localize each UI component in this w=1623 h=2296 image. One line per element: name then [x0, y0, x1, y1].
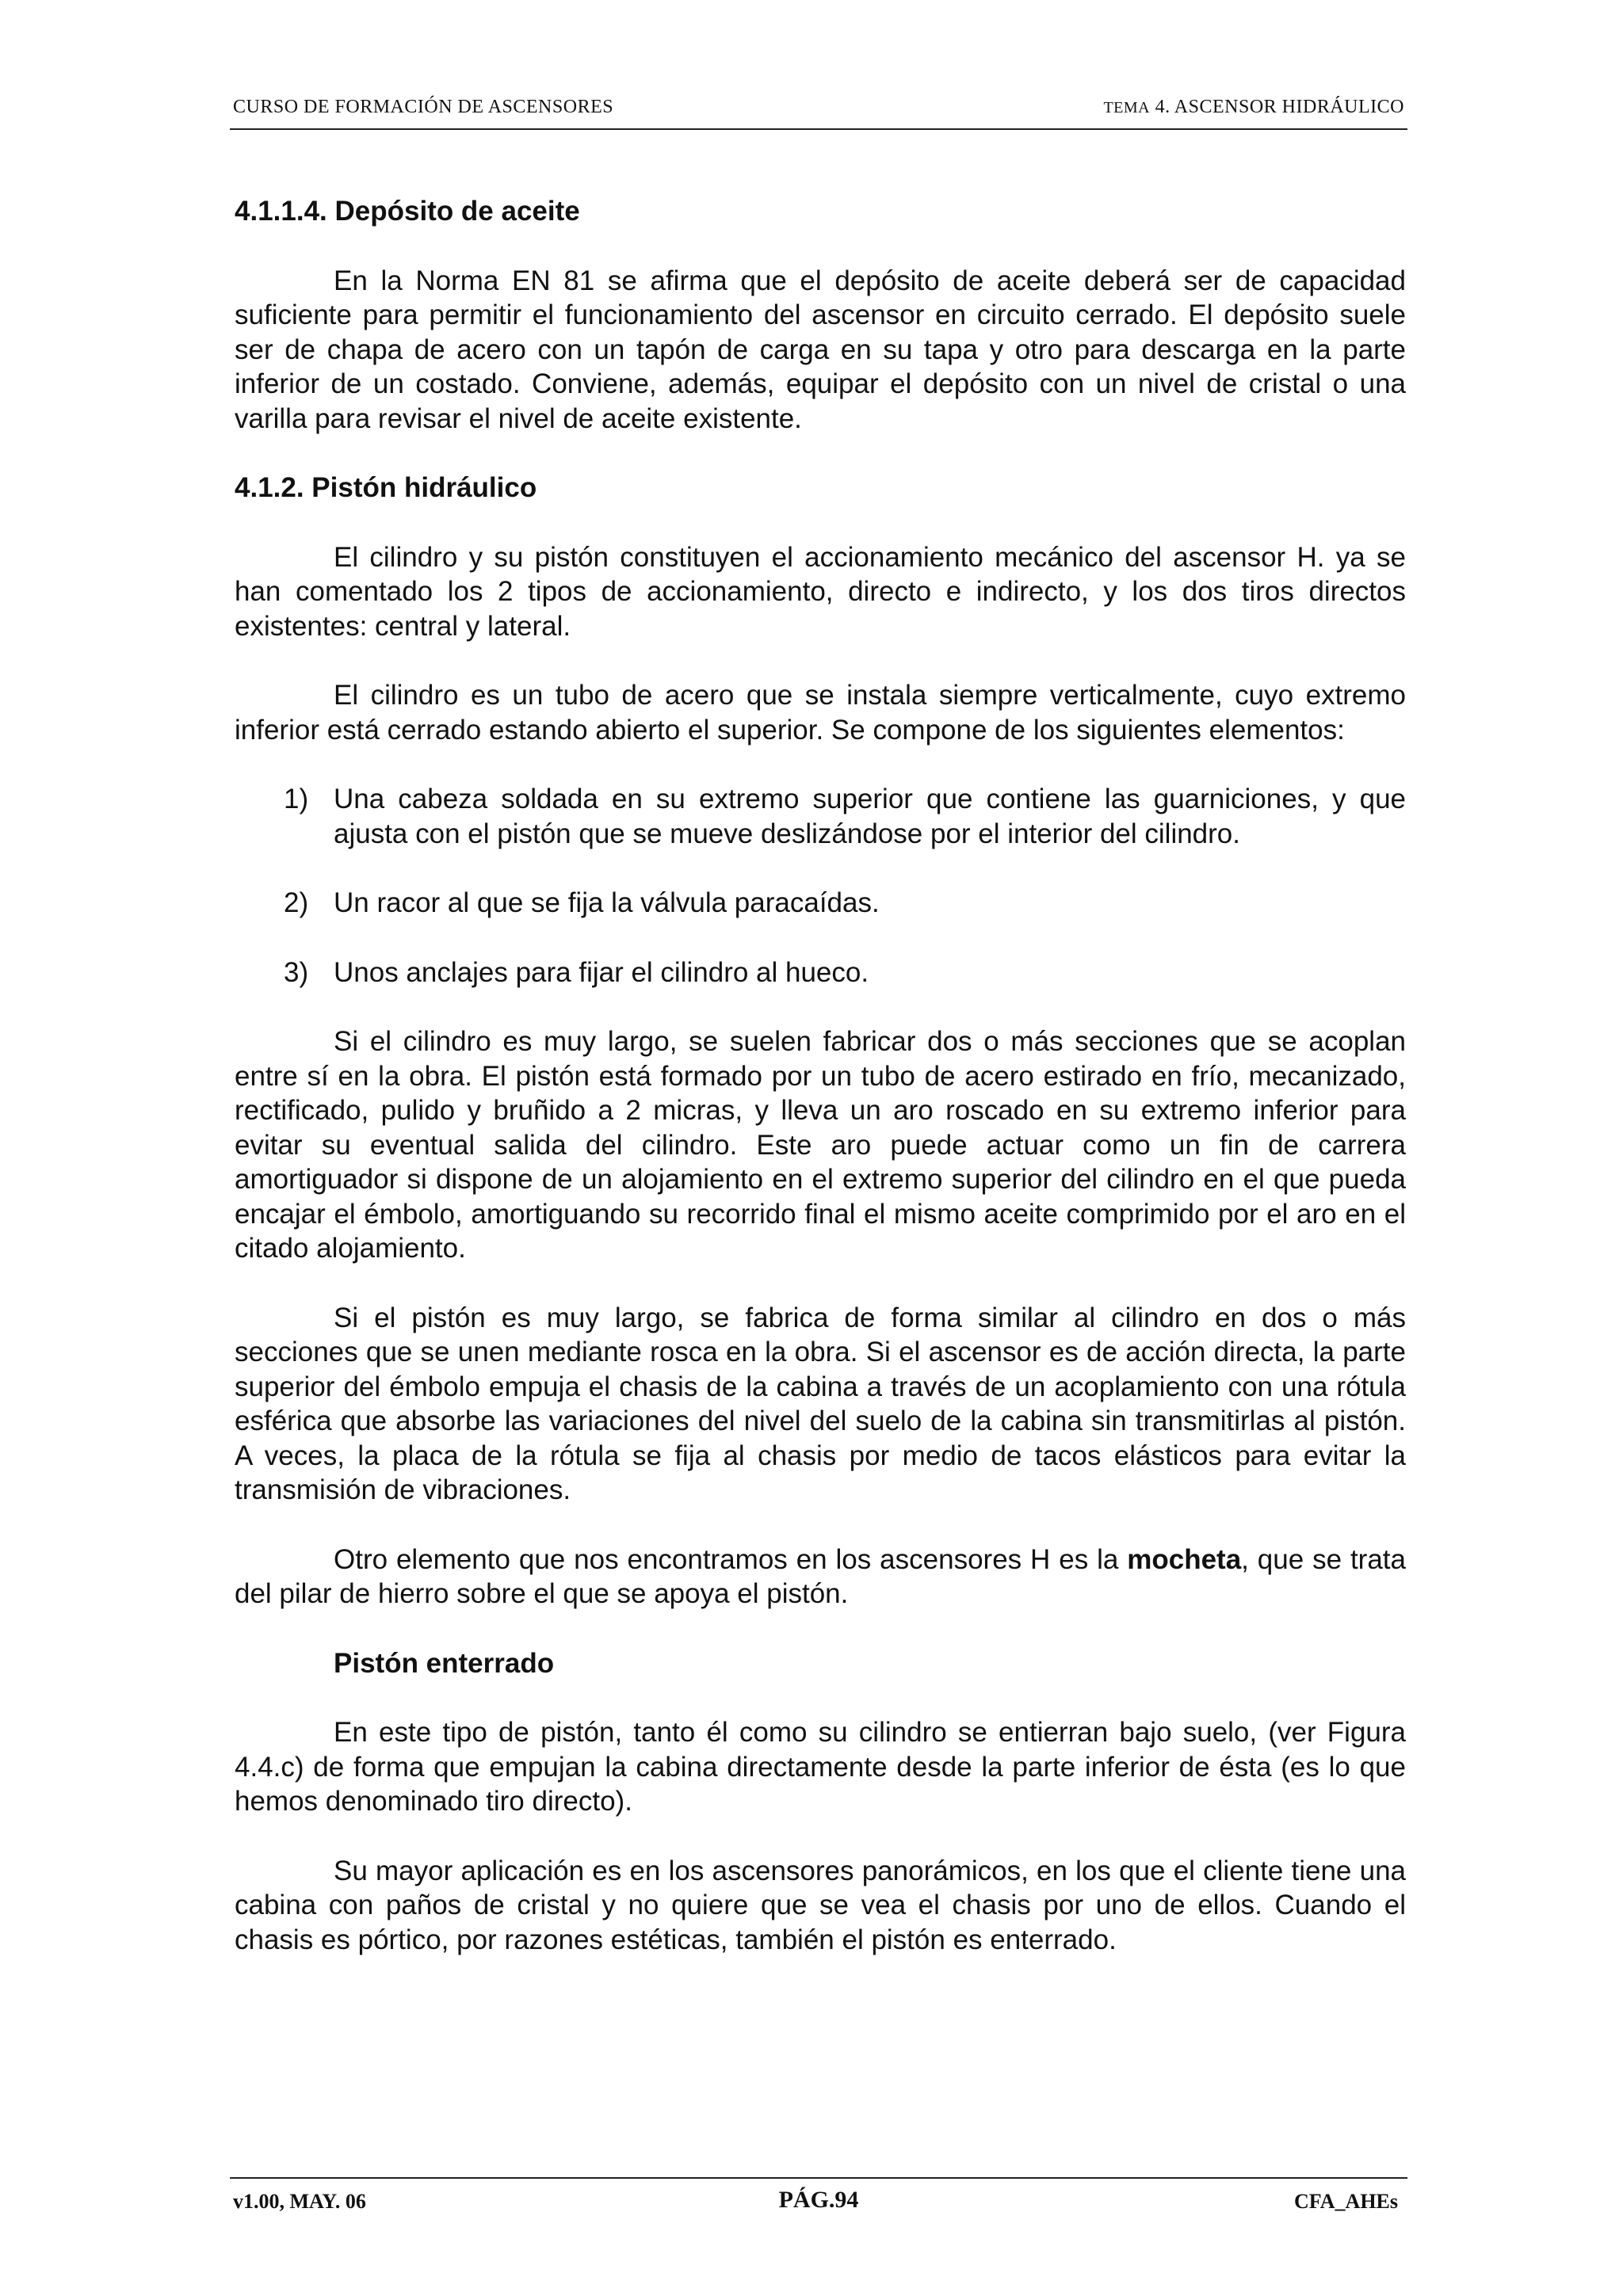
page-footer — [230, 2177, 1407, 2226]
page-header — [230, 93, 1407, 130]
list-item-text: Un racor al que se fija la válvula paracaídas. — [334, 887, 880, 918]
list-item — [235, 782, 1406, 851]
paragraph-piston-3: Si el cilindro es muy largo, se suelen fabricar dos o más secciones que se acoplan entre sí en la obra. El pistón está formado por un tubo de acero estirado en frío, mecanizado, rectificado, pulido y bruñido a 2 micras, y lleva un aro roscado en su extremo inferior para evitar su eventual salida del cilindro. Este aro puede actuar como un fin de carrera amortiguador si dispone de un alojamiento en el extremo superior del cilindro en el que pueda encajar el émbolo, amortiguando su recorrido final el mismo aceite comprimido por el aro en el citado alojamiento. — [235, 1026, 1406, 1264]
paragraph-piston-5 — [235, 1543, 1406, 1611]
page-content — [235, 194, 1406, 1992]
paragraph-piston-2: El cilindro es un tubo de acero que se instala siempre verticalmente, cuyo extremo inferior está cerrado estando abierto el superior. Se compone de los siguientes elementos: — [235, 680, 1406, 746]
header-tema-label: TEMA — [1103, 99, 1151, 116]
paragraph-enterrado-1: En este tipo de pistón, tanto él como su cilindro se entierran bajo suelo, (ver Figura 4.4.c) de forma que empujan la cabina directamente desde la parte inferior de ésta (es lo que hemos denominado tiro directo). — [235, 1717, 1406, 1817]
paragraph-piston-5-end: , que se trata del pilar de hierro sobre el que se apoya el pistón. — [235, 1543, 1406, 1609]
header-chapter-title — [1103, 97, 1404, 118]
list-item-number: 3) — [284, 956, 309, 988]
paragraph-piston-1: El cilindro y su pistón constituyen el accionamiento mecánico del ascensor H. ya se han comentado los 2 tipos de accionamiento, directo e indirecto, y los dos tiros directos existentes: central y lateral. — [235, 541, 1406, 642]
footer-version: v1.00, MAY. 06 — [233, 2190, 366, 2213]
footer-page-number: PÁG.94 — [778, 2187, 859, 2213]
header-chapter-text: 4. ASCENSOR HIDRÁULICO — [1150, 97, 1404, 117]
heading-piston-enterrado: Pistón enterrado — [334, 1647, 555, 1679]
list-item-text: Una cabeza soldada en su extremo superior que contiene las guarniciones, y que ajusta con el pistón que se mueve deslizándose por el interior del cilindro. — [334, 784, 1406, 849]
heading-piston: 4.1.2. Pistón hidráulico — [235, 472, 537, 503]
paragraph-piston-4: Si el pistón es muy largo, se fabrica de forma similar al cilindro en dos o más secciones que se unen mediante rosca en la obra. Si el ascensor es de acción directa, la parte superior del émbolo empuja el chasis de la cabina a través de un acoplamiento con una rótula esférica que absorbe las variaciones del nivel del suelo de la cabina sin transmitirlas al pistón. A veces, la placa de la rótula se fija al chasis por medio de tacos elásticos para evitar la transmisión de vibraciones. — [235, 1302, 1406, 1505]
footer-code: CFA_AHEs — [1294, 2190, 1398, 2213]
list-item-number: 2) — [284, 887, 309, 918]
term-mocheta: mocheta — [1127, 1543, 1242, 1575]
paragraph-enterrado-2: Su mayor aplicación es en los ascensores panorámicos, en los que el cliente tiene una cabina con paños de cristal y no quiere que se vea el chasis por uno de ellos. Cuando el chasis es pórtico, por razones estéticas, también el pistón es enterrado. — [235, 1855, 1406, 1955]
list-item-text: Unos anclajes para fijar el cilindro al hueco. — [334, 956, 869, 988]
list-item — [235, 955, 1406, 990]
header-course-title: CURSO DE FORMACIÓN DE ASCENSORES — [233, 97, 614, 117]
list-item-number: 1) — [284, 784, 309, 814]
heading-deposito: 4.1.1.4. Depósito de aceite — [235, 196, 580, 227]
paragraph-piston-5-start: Otro elemento que nos encontramos en los ascensores H es la — [334, 1543, 1128, 1575]
list-item — [235, 886, 1406, 921]
elements-list — [235, 782, 1406, 990]
paragraph-deposito-1: En la Norma EN 81 se afirma que el depósito de aceite deberá ser de capacidad suficiente para permitir el funcionamiento del ascensor en circuito cerrado. El depósito suele ser de chapa de acero con un tapón de carga en su tapa y otro para descarga en la parte inferior de un costado. Conviene, además, equipar el depósito con un nivel de cristal o una varilla para revisar el nivel de aceite existente. — [235, 265, 1406, 434]
